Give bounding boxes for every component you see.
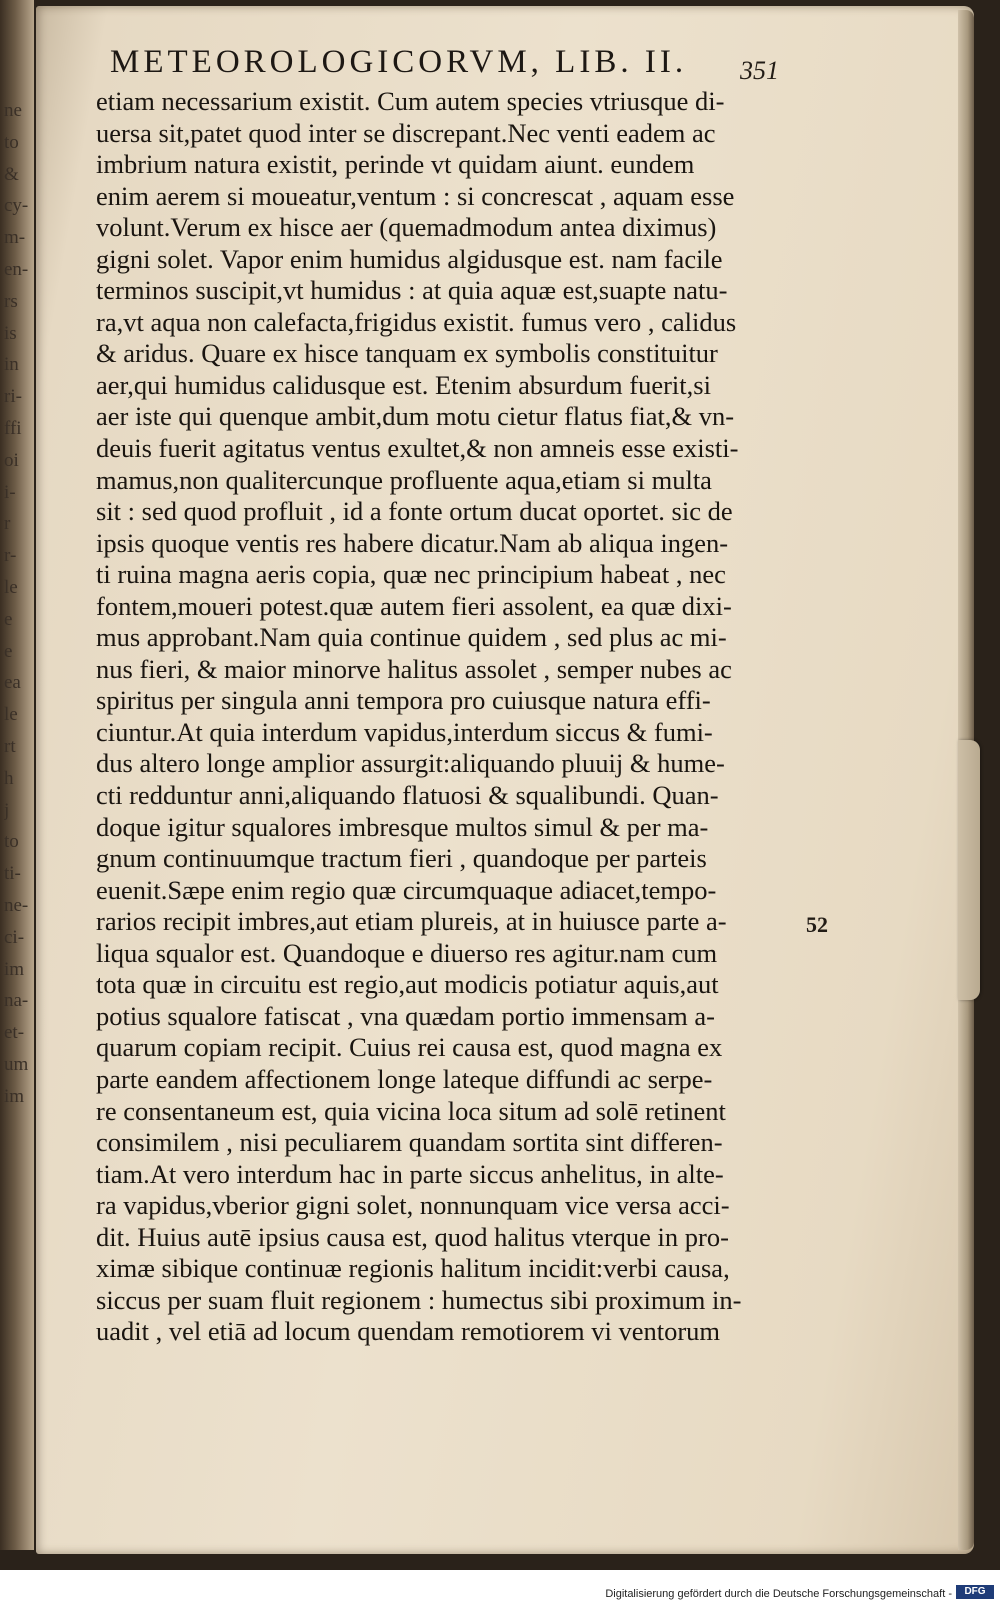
text-line: ti ruina magna aeris copia, quæ nec principium habeat , nec bbox=[96, 559, 726, 590]
margin-fragment: cy- bbox=[4, 195, 29, 217]
text-line: enim aerem si moueatur,ventum : si concrescat , aquam esse bbox=[96, 180, 735, 211]
margin-fragment: r- bbox=[4, 545, 17, 567]
text-line: ciuntur.At quia interdum vapidus,interdum siccus & fumi- bbox=[96, 716, 713, 747]
margin-fragment: ti- bbox=[4, 863, 21, 885]
text-line: potius squalore fatiscat , vna quædam portio immensam a- bbox=[96, 1000, 715, 1031]
margin-fragment: e bbox=[4, 640, 13, 662]
margin-fragment: oi bbox=[4, 449, 19, 471]
margin-fragment: rt bbox=[4, 735, 16, 757]
margin-fragment: m- bbox=[4, 227, 26, 249]
margin-fragment: r bbox=[4, 513, 11, 535]
text-line: gigni solet. Vapor enim humidus algidusque est. nam facile bbox=[96, 243, 723, 274]
text-line: nus fieri, & maior minorve halitus assolet , semper nubes ac bbox=[96, 653, 732, 684]
margin-fragment: ne bbox=[4, 100, 22, 121]
page-tab-marker bbox=[958, 740, 980, 1000]
dfg-logo: DFG bbox=[956, 1585, 994, 1599]
text-line: doque igitur squalores imbresque multos simul & per ma- bbox=[96, 811, 709, 842]
margin-fragment: im bbox=[4, 1085, 25, 1107]
margin-fragment: na- bbox=[4, 990, 29, 1012]
text-line: dus altero longe amplior assurgit:aliquando pluuij & hume- bbox=[96, 748, 725, 779]
margin-fragment: im bbox=[4, 958, 25, 980]
running-title: METEOROLOGICORVM, LIB. II. bbox=[110, 44, 688, 80]
margin-fragment: ri- bbox=[4, 386, 22, 408]
text-line: uersa sit,patet quod inter se discrepant.Nec venti eadem ac bbox=[96, 117, 716, 148]
text-line: terminos suscipit,vt humidus : at quia aquæ est,suapte natu- bbox=[96, 275, 728, 306]
margin-fragment: to bbox=[4, 831, 19, 853]
text-line: mamus,non qualitercunque profluente aqua,etiam si multa bbox=[96, 464, 712, 495]
previous-page-margin-fragments bbox=[4, 95, 34, 1465]
text-line: dit. Huius autē ipsius causa est, quod halitus vterque in pro- bbox=[96, 1221, 729, 1252]
text-line: cti redduntur anni,aliquando flatuosi & squalibundi. Quan- bbox=[96, 780, 719, 811]
margin-fragment: i- bbox=[4, 481, 16, 503]
text-line: ra vapidus,vberior gigni solet, nonnunquam vice versa acci- bbox=[96, 1190, 730, 1221]
text-line: siccus per suam fluit regionem : humectus sibi proximum in- bbox=[96, 1284, 742, 1315]
margin-fragment: et- bbox=[4, 1022, 25, 1044]
text-line: uadit , vel etiā ad locum quendam remotiorem vi ventorum bbox=[96, 1316, 721, 1347]
text-line: quarum copiam recipit. Cuius rei causa est, quod magna ex bbox=[96, 1032, 723, 1063]
text-line: ra,vt aqua non calefacta,frigidus existit. fumus vero , calidus bbox=[96, 306, 737, 337]
text-line: tiam.At vero interdum hac in parte siccus anhelitus, in alte- bbox=[96, 1158, 724, 1189]
margin-fragment: is bbox=[4, 322, 17, 344]
text-line: fontem,moueri potest.quæ autem fieri assolent, ea quæ dixi- bbox=[96, 590, 732, 621]
text-line: spiritus per singula anni tempora pro cuiusque natura effi- bbox=[96, 685, 711, 716]
text-line: parte eandem affectionem longe lateque diffundi ac serpe- bbox=[96, 1063, 713, 1094]
margin-fragment: j bbox=[4, 799, 10, 821]
text-line: aer iste qui quenque ambit,dum motu cietur flatus fiat,& vn- bbox=[96, 401, 735, 432]
margin-fragment: e bbox=[4, 608, 13, 630]
margin-fragment: en- bbox=[4, 258, 29, 280]
text-line: gnum continuumque tractum fieri , quandoque per parteis bbox=[96, 843, 707, 874]
text-line: liqua squalor est. Quandoque e diuerso res agitur.nam cum bbox=[96, 937, 718, 968]
margin-fragment: le bbox=[4, 704, 18, 726]
text-line: mus approbant.Nam quia continue quidem , sed plus ac mi- bbox=[96, 622, 727, 653]
margin-fragment: ne- bbox=[4, 894, 29, 916]
margin-fragment: h bbox=[4, 767, 14, 789]
text-line: ipsis quoque ventis res habere dicatur.Nam ab aliqua ingen- bbox=[96, 527, 729, 558]
text-line: & aridus. Quare ex hisce tanquam ex symbolis constituitur bbox=[96, 338, 718, 369]
margin-fragment: ea bbox=[4, 672, 21, 694]
page-number: 351 bbox=[740, 56, 779, 85]
text-line: imbrium natura existit, perinde vt quidam aiunt. eundem bbox=[96, 149, 695, 180]
margin-fragment: ci- bbox=[4, 926, 25, 948]
text-line: ximæ sibique continuæ regionis halitum incidit:verbi causa, bbox=[96, 1253, 730, 1284]
text-line: deuis fuerit agitatus ventus exultet,& non amneis esse existi- bbox=[96, 433, 739, 464]
text-line: etiam necessarium existit. Cum autem species vtriusque di- bbox=[96, 86, 725, 116]
text-line: volunt.Verum ex hisce aer (quemadmodum antea diximus) bbox=[96, 212, 717, 243]
margin-fragment: le bbox=[4, 576, 18, 598]
body-text bbox=[96, 86, 786, 1348]
margin-fragment: ffi bbox=[4, 417, 22, 439]
margin-fragment: & bbox=[4, 163, 19, 185]
text-line: consimilem , nisi peculiarem quandam sortita sint differen- bbox=[96, 1127, 723, 1158]
text-line: sit : sed quod profluit , id a fonte ortum ducat oportet. sic de bbox=[96, 496, 733, 527]
text-line: euenit.Sæpe enim regio quæ circumquaque adiacet,tempo- bbox=[96, 874, 717, 905]
margin-fragment: to bbox=[4, 131, 19, 153]
text-line: rarios recipit imbres,aut etiam plureis, at in huiusce parte a- bbox=[96, 906, 727, 937]
margin-fragment: rs bbox=[4, 290, 18, 312]
text-line: tota quæ in circuitu est regio,aut modicis potiatur aquis,aut bbox=[96, 969, 719, 1000]
margin-note: 52 bbox=[806, 912, 828, 937]
footer-credit: Digitalisierung gefördert durch die Deutsche Forschungsgemeinschaft - bbox=[605, 1588, 952, 1600]
text-line: re consentaneum est, quia vicina loca situm ad solē retinent bbox=[96, 1095, 726, 1126]
page-bottom-shadow bbox=[36, 1554, 974, 1564]
margin-fragment: um bbox=[4, 1053, 29, 1075]
text-line: aer,qui humidus calidusque est. Etenim absurdum fuerit,si bbox=[96, 369, 711, 400]
margin-fragment: in bbox=[4, 354, 19, 376]
